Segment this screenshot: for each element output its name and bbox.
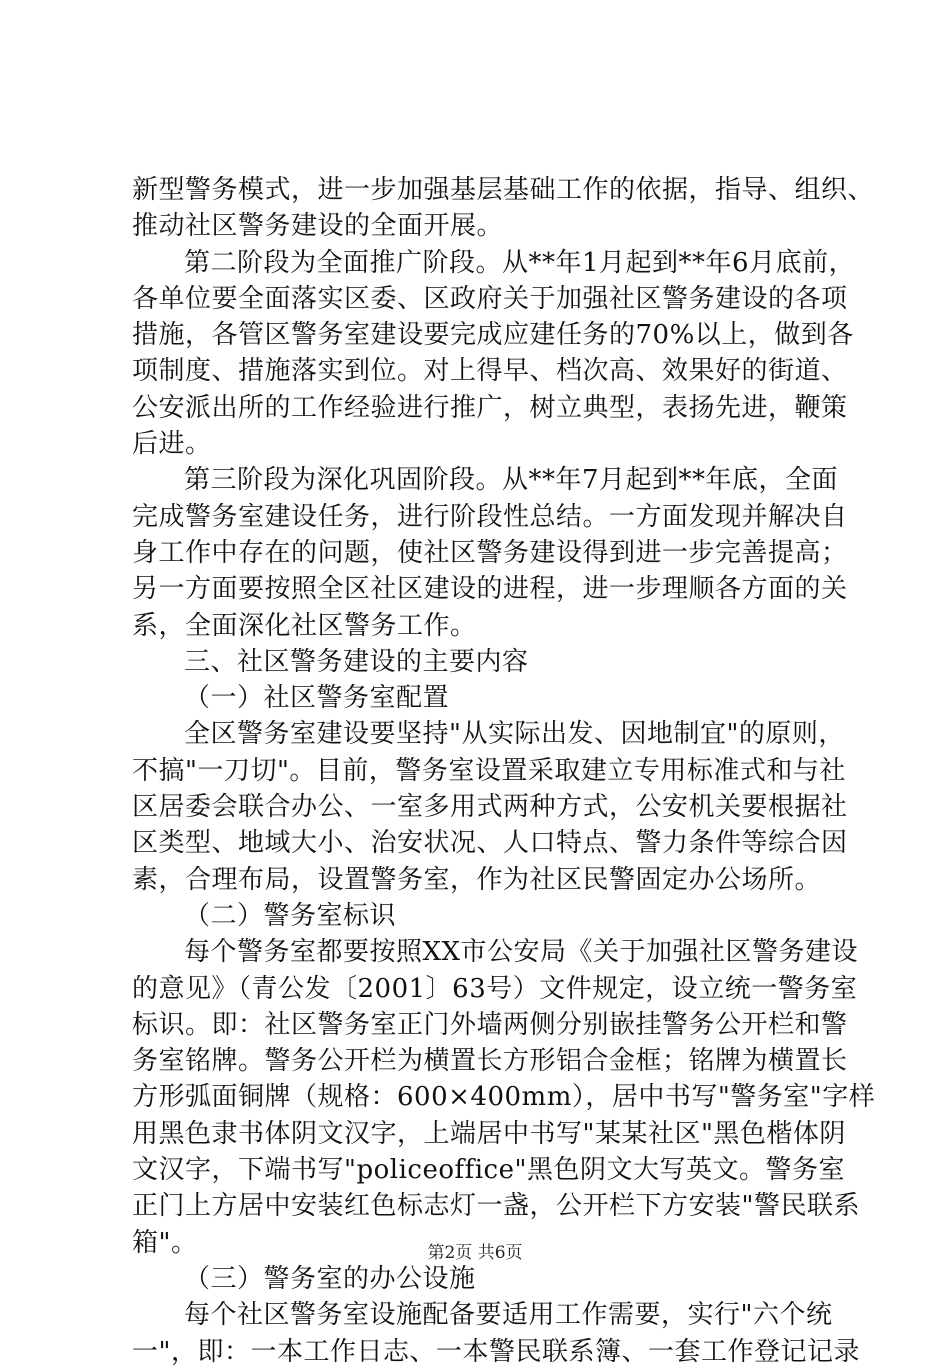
text-line: 另一方面要按照全区社区建设的进程，进一步理顺各方面的关 bbox=[132, 574, 848, 605]
text-line: 不搞"一刀切"。目前，警务室设置采取建立专用标准式和与社 bbox=[132, 755, 846, 786]
text-line: 完成警务室建设任务，进行阶段性总结。一方面发现并解决自 bbox=[132, 501, 848, 532]
text-line: 项制度、措施落实到位。对上得早、档次高、效果好的街道、 bbox=[132, 356, 848, 387]
text-line: 每个社区警务室设施配备要适用工作需要，实行"六个统 bbox=[184, 1300, 833, 1331]
text-line: 第二阶段为全面推广阶段。从**年1月起到**年6月底前， bbox=[184, 247, 856, 278]
text-line: 各单位要全面落实区委、区政府关于加强社区警务建设的各项 bbox=[132, 283, 848, 314]
text-line: 务室铭牌。警务公开栏为横置长方形铝合金框；铭牌为横置长 bbox=[132, 1046, 848, 1077]
text-line: 素，合理布局，设置警务室，作为社区民警固定办公场所。 bbox=[132, 864, 822, 895]
text-line: 新型警务模式，进一步加强基层基础工作的依据，指导、组织、 bbox=[132, 175, 875, 205]
text-line: 方形弧面铜牌（规格：600×400mm），居中书写"警务室"字样 bbox=[132, 1082, 876, 1113]
text-line: 后进。 bbox=[132, 429, 212, 460]
text-line: 推动社区警务建设的全面开展。 bbox=[132, 211, 504, 242]
text-line: 一"，即：一本工作日志、一本警民联系簿、一套工作登记记录 bbox=[132, 1336, 860, 1367]
text-line: 用黑色隶书体阴文汉字，上端居中书写"某某社区"黑色楷体阴 bbox=[132, 1118, 846, 1149]
subsection-heading: （三）警务室的办公设施 bbox=[184, 1263, 476, 1294]
text-line: 身工作中存在的问题，使社区警务建设得到进一步完善提高； bbox=[132, 537, 848, 568]
text-line: 第三阶段为深化巩固阶段。从**年7月起到**年底，全面 bbox=[184, 465, 839, 496]
text-line: 正门上方居中安装红色标志灯一盏，公开栏下方安装"警民联系 bbox=[132, 1191, 860, 1222]
subsection-heading: （二）警务室标识 bbox=[184, 900, 397, 931]
text-line: 系，全面深化社区警务工作。 bbox=[132, 610, 477, 641]
text-line: 公安派出所的工作经验进行推广，树立典型，表扬先进，鞭策 bbox=[132, 392, 848, 423]
document-body bbox=[132, 172, 876, 1370]
text-line: 全区警务室建设要坚持"从实际出发、因地制宜"的原则， bbox=[184, 719, 845, 750]
page-footer: 第2页 共6页 bbox=[427, 1243, 523, 1263]
text-line: 文汉字，下端书写"policeoffice"黑色阴文大写英文。警务室 bbox=[132, 1155, 845, 1186]
text-line: 区居委会联合办公、一室多用式两种方式，公安机关要根据社 bbox=[132, 792, 848, 823]
subsection-heading: （一）社区警务室配置 bbox=[184, 683, 450, 714]
text-line: 箱"。 bbox=[132, 1227, 198, 1258]
text-line: 的意见》（青公发〔2001〕63号）文件规定，设立统一警务室 bbox=[132, 973, 858, 1004]
text-line: 措施，各管区警务室建设要完成应建任务的70%以上，做到各 bbox=[132, 320, 854, 351]
text-line: 标识。即：社区警务室正门外墙两侧分别嵌挂警务公开栏和警 bbox=[132, 1009, 848, 1040]
text-line: 每个警务室都要按照XX市公安局《关于加强社区警务建设 bbox=[184, 937, 859, 968]
section-heading: 三、社区警务建设的主要内容 bbox=[184, 646, 529, 677]
text-line: 区类型、地域大小、治安状况、人口特点、警力条件等综合因 bbox=[132, 828, 848, 859]
